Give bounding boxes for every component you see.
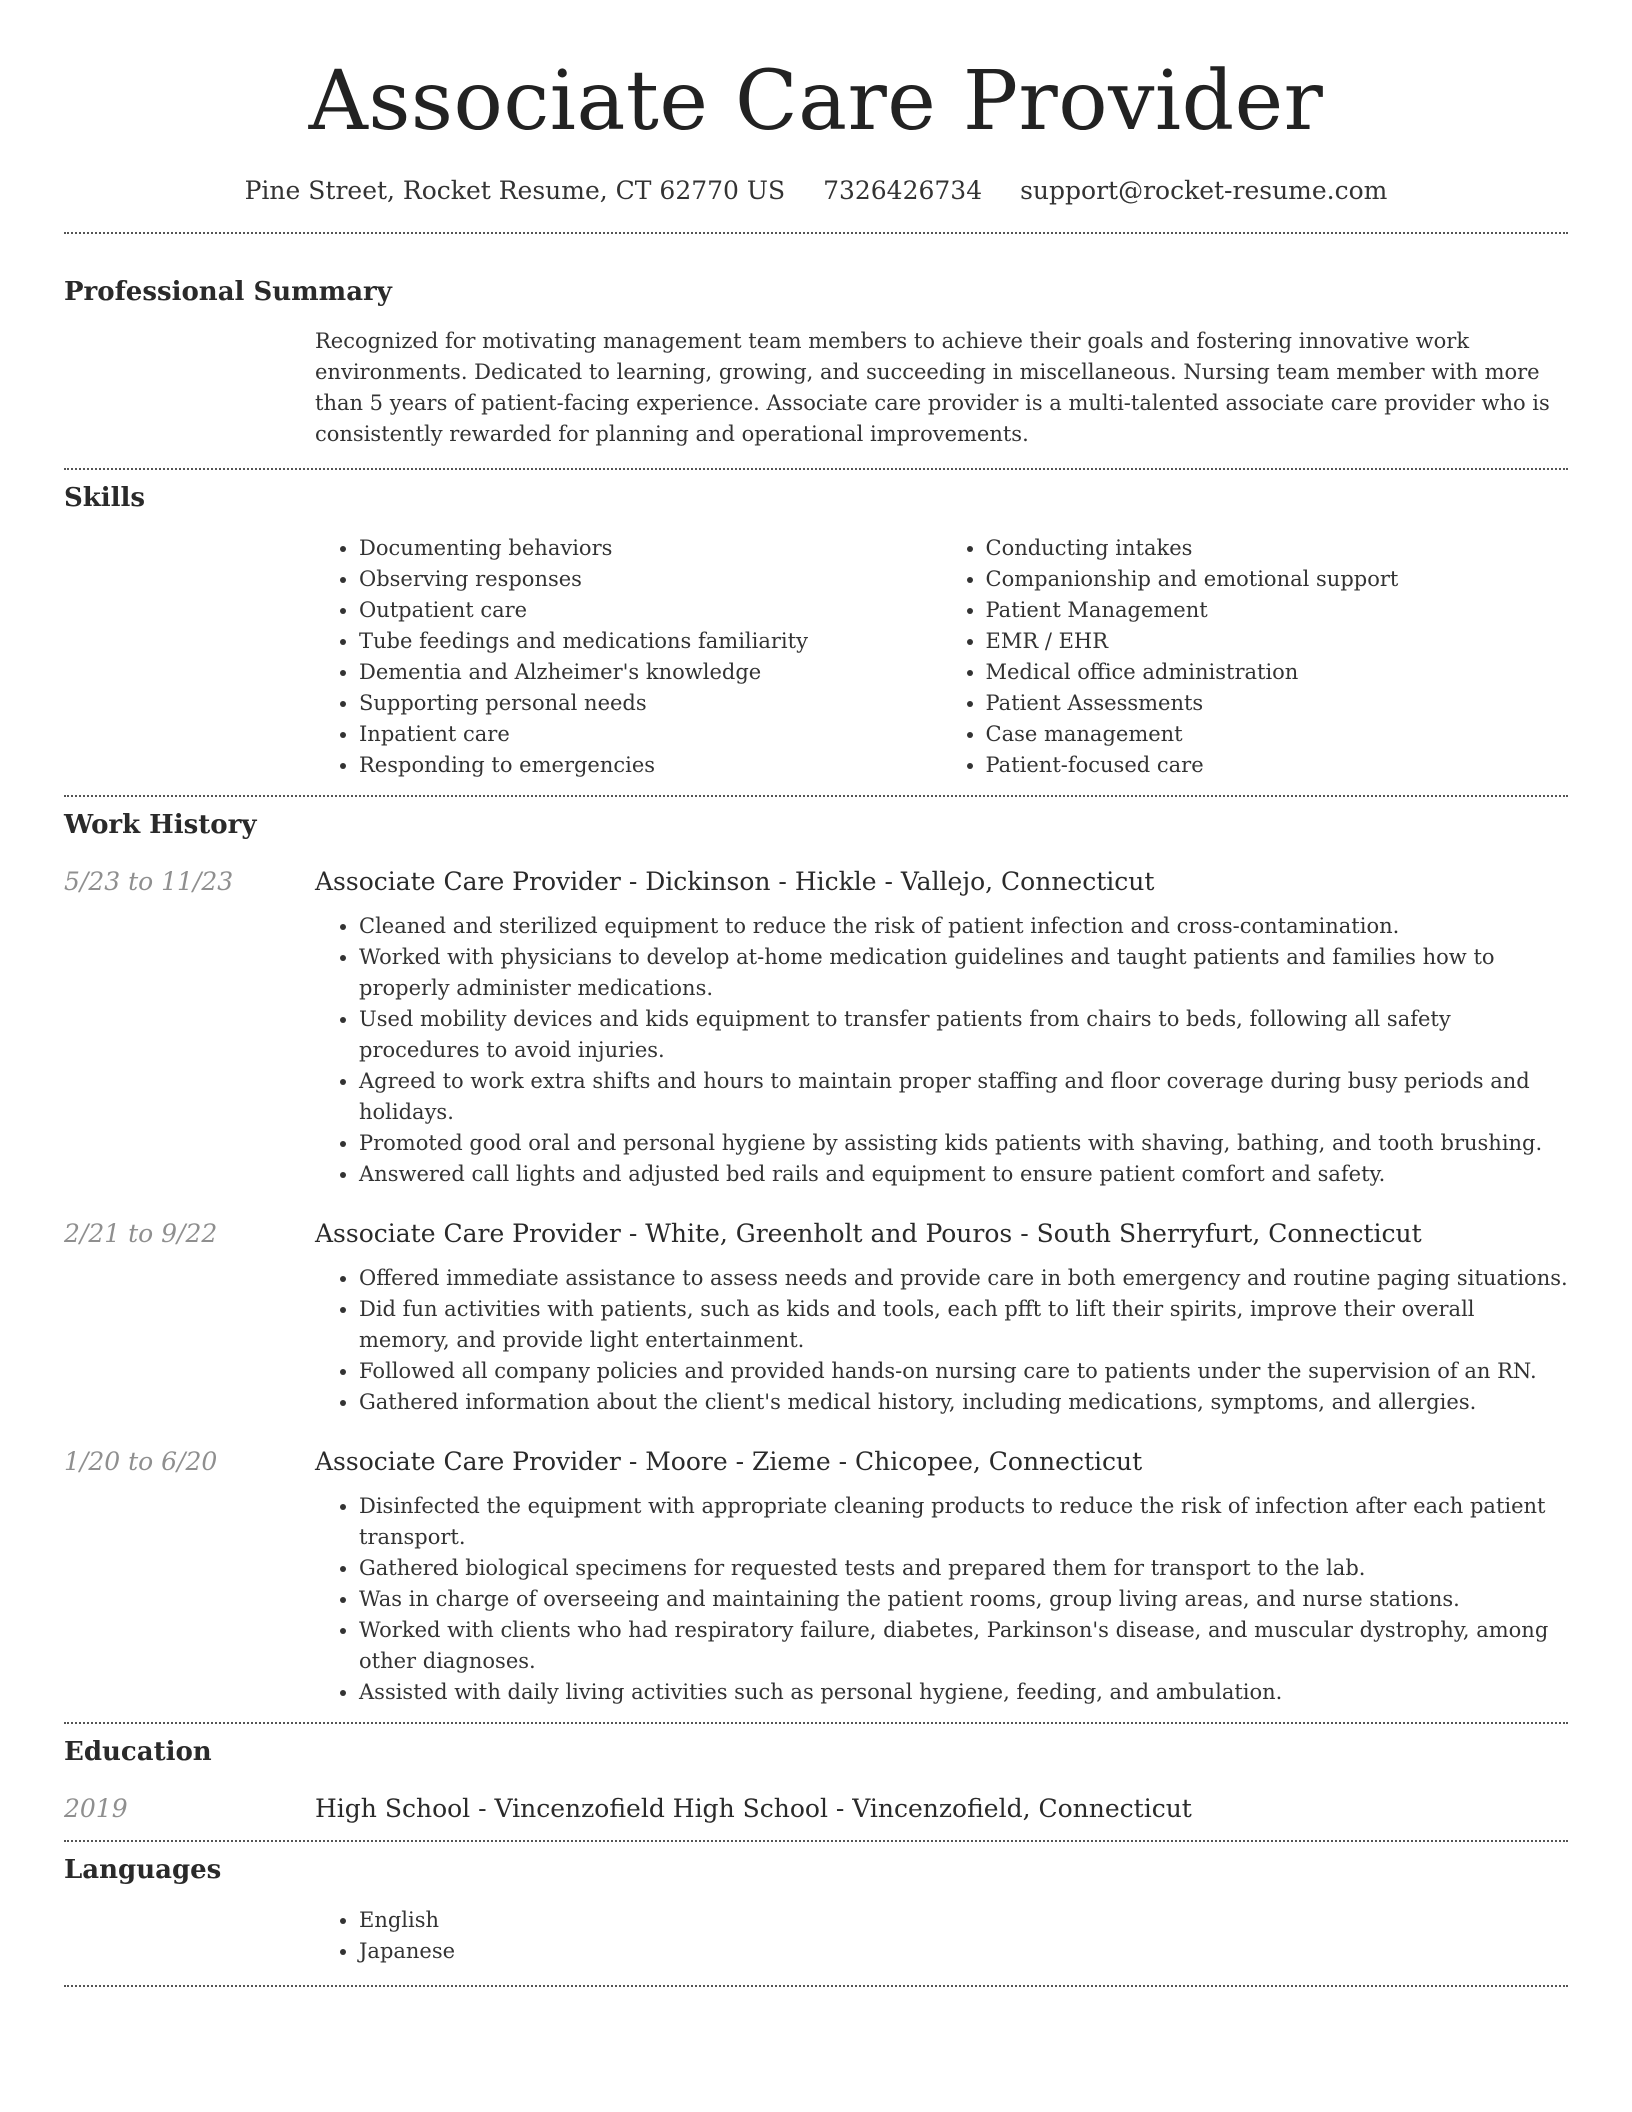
job-entry [64, 865, 1568, 1190]
skill-item: • Patient-focused care [986, 750, 1569, 781]
contact-line [0, 174, 1632, 208]
job-bullet: • Followed all company policies and provided hands-on nursing care to patients under the supervision of an RN. [359, 1356, 1568, 1387]
job-dates: 1/20 to 6/20 [64, 1447, 218, 1476]
summary-content [315, 326, 1568, 450]
job-entry [64, 1445, 1568, 1708]
skill-item: • Conducting intakes [986, 533, 1569, 564]
skill-item: • EMR / EHR [986, 626, 1569, 657]
languages-title: Languages [64, 1855, 222, 1885]
work-history-title: Work History [64, 810, 257, 840]
job-bullet: • Gathered biological specimens for requested tests and prepared them for transport to the lab. [359, 1553, 1568, 1584]
candidate-name: Associate Care Provider [308, 54, 1324, 149]
languages-content [315, 1905, 1568, 1967]
skill-item: • Dementia and Alzheimer's knowledge [359, 657, 942, 688]
job-bullets [315, 911, 1568, 1190]
job-bullet: • Promoted good oral and personal hygiene by assisting kids patients with shaving, bathing, and tooth brushing. [359, 1128, 1568, 1159]
job-header [64, 1217, 1568, 1251]
skill-item: • Companionship and emotional support [986, 564, 1569, 595]
job-heading: Associate Care Provider - Dickinson - Hickle - Vallejo, Connecticut [315, 867, 1155, 896]
skills-columns [315, 533, 1568, 781]
skills-list-right [942, 533, 1569, 781]
summary-text: Recognized for motivating management team members to achieve their goals and fostering innovative work environments. Dedicated to learning, growing, and succeeding in miscellaneous. Nursing team member with more than 5 years of patient-facing experience. Associate care provider is a multi-talented associate care provider who is consistently rewarded for planning and operational improvements. [315, 329, 1550, 446]
skills-section [64, 481, 1568, 781]
job-bullet: • Cleaned and sterilized equipment to reduce the risk of patient infection and cross-contamination. [359, 911, 1568, 942]
education-entry [64, 1792, 1568, 1826]
skill-item: • Medical office administration [986, 657, 1569, 688]
job-bullet: • Offered immediate assistance to assess needs and provide care in both emergency and routine paging situations. [359, 1263, 1568, 1294]
job-bullets [315, 1263, 1568, 1418]
section-divider [64, 232, 1568, 234]
skill-item: • Documenting behaviors [359, 533, 942, 564]
job-bullet: • Was in charge of overseeing and maintaining the patient rooms, group living areas, and nurse stations. [359, 1584, 1568, 1615]
job-entry [64, 1217, 1568, 1418]
languages-list [315, 1905, 1568, 1967]
skill-item: • Inpatient care [359, 719, 942, 750]
section-divider [64, 1840, 1568, 1842]
skill-item: • Tube feedings and medications familiarity [359, 626, 942, 657]
job-bullets [315, 1491, 1568, 1708]
job-bullet: • Worked with physicians to develop at-home medication guidelines and taught patients and families how to properly administer medications. [359, 942, 1568, 1004]
skill-item: • Outpatient care [359, 595, 942, 626]
skill-item: • Observing responses [359, 564, 942, 595]
job-dates: 2/21 to 9/22 [64, 1219, 218, 1248]
work-history-section [64, 808, 1568, 1708]
skill-item: • Responding to emergencies [359, 750, 942, 781]
resume-header [0, 0, 1632, 208]
job-bullet: • Agreed to work extra shifts and hours to maintain proper staffing and floor coverage during busy periods and holidays. [359, 1066, 1568, 1128]
skill-item: • Patient Assessments [986, 688, 1569, 719]
job-heading: Associate Care Provider - Moore - Zieme - Chicopee, Connecticut [315, 1447, 1143, 1476]
skill-item: • Patient Management [986, 595, 1569, 626]
section-divider [64, 1722, 1568, 1724]
job-bullet: • Gathered information about the client's medical history, including medications, symptoms, and allergies. [359, 1387, 1568, 1418]
job-bullet: • Disinfected the equipment with appropriate cleaning products to reduce the risk of infection after each patient transport. [359, 1491, 1568, 1553]
education-year: 2019 [64, 1794, 128, 1823]
skill-item: • Case management [986, 719, 1569, 750]
language-item: • English [359, 1905, 1568, 1936]
education-heading: High School - Vincenzofield High School - Vincenzofield, Connecticut [315, 1794, 1192, 1823]
job-bullet: • Assisted with daily living activities such as personal hygiene, feeding, and ambulation. [359, 1677, 1568, 1708]
language-item: • Japanese [359, 1936, 1568, 1967]
job-header [64, 865, 1568, 899]
job-bullet: • Worked with clients who had respiratory failure, diabetes, Parkinson's disease, and muscular dystrophy, among other diagnoses. [359, 1615, 1568, 1677]
contact-email: support@rocket-resume.com [1020, 176, 1388, 205]
skills-title: Skills [64, 483, 146, 513]
contact-address: Pine Street, Rocket Resume, CT 62770 US [244, 176, 786, 205]
skills-list-left [315, 533, 942, 781]
skill-item: • Supporting personal needs [359, 688, 942, 719]
education-title: Education [64, 1737, 212, 1767]
contact-phone: 7326426734 [823, 176, 983, 205]
job-heading: Associate Care Provider - White, Greenholt and Pouros - South Sherryfurt, Connecticut [315, 1219, 1422, 1248]
job-bullet: • Used mobility devices and kids equipment to transfer patients from chairs to beds, following all safety procedures to avoid injuries. [359, 1004, 1568, 1066]
job-bullet: • Answered call lights and adjusted bed rails and equipment to ensure patient comfort and safety. [359, 1159, 1568, 1190]
section-divider [64, 1985, 1568, 1987]
section-divider [64, 468, 1568, 470]
summary-title: Professional Summary [64, 277, 392, 307]
job-bullet: • Did fun activities with patients, such as kids and tools, each pfft to lift their spirits, improve their overall memory, and provide light entertainment. [359, 1294, 1568, 1356]
section-divider [64, 795, 1568, 797]
summary-section [64, 275, 1568, 450]
languages-section [64, 1853, 1568, 1967]
job-dates: 5/23 to 11/23 [64, 867, 234, 896]
education-section [64, 1735, 1568, 1826]
job-header [64, 1445, 1568, 1479]
